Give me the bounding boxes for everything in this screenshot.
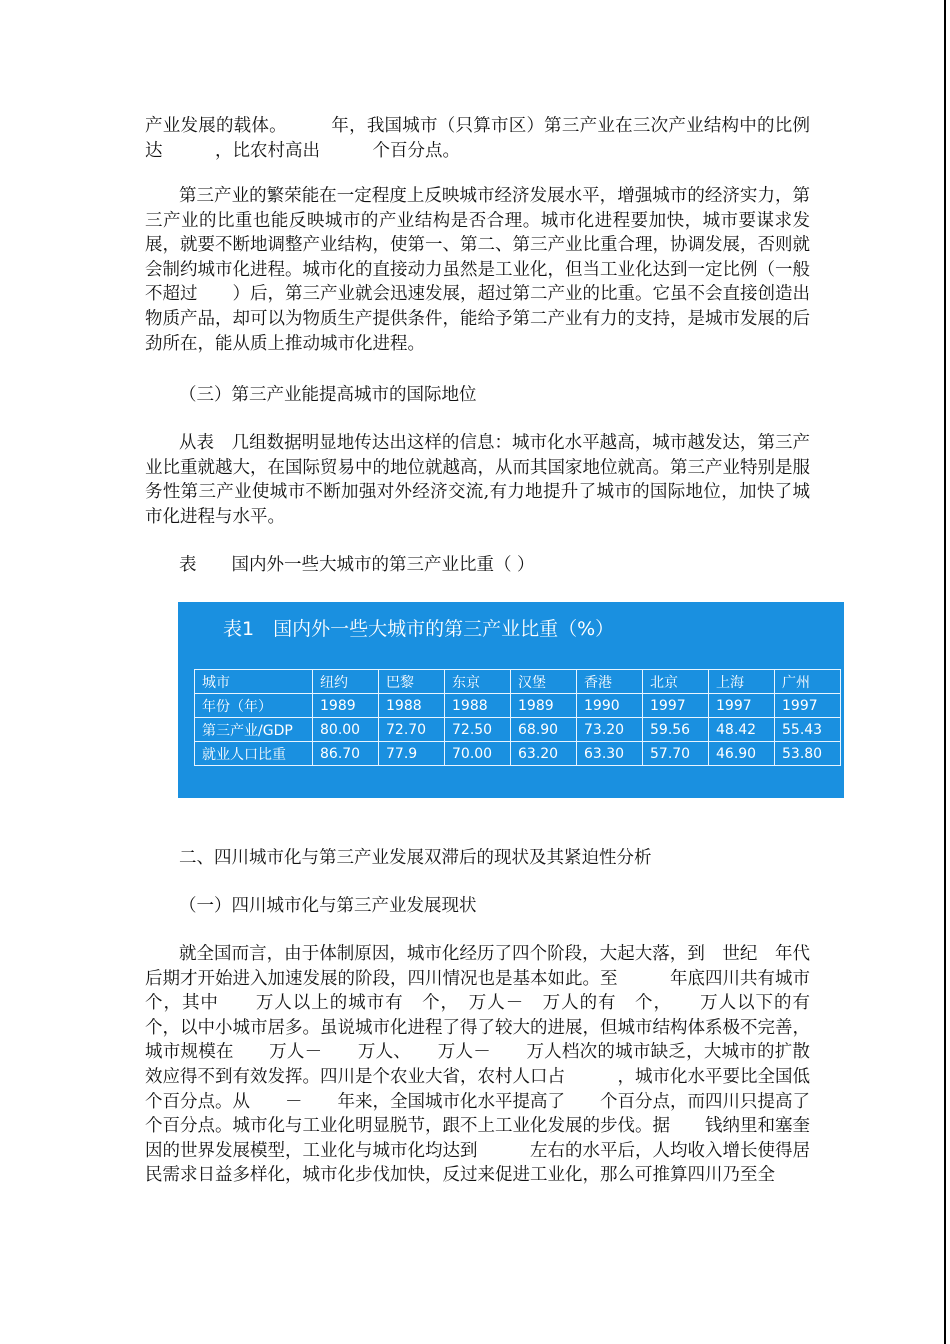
table-cell: 72.50 [445,718,511,742]
table-header-cell: 北京 [643,670,709,694]
table-cell: 73.20 [577,718,643,742]
table-cell: 年份（年） [195,694,313,718]
table-row [195,694,841,718]
table-cell: 72.70 [379,718,445,742]
table-cell: 70.00 [445,742,511,766]
table-image [178,602,844,798]
table-cell: 86.70 [313,742,379,766]
table-caption: 表 国内外一些大城市的第三产业比重（ ） [179,555,535,575]
table-cell: 1997 [643,694,709,718]
table-cell: 55.43 [775,718,841,742]
table-cell: 59.56 [643,718,709,742]
table-cell: 80.00 [313,718,379,742]
table-cell: 就业人口比重 [195,742,313,766]
table-cell: 57.70 [643,742,709,766]
section-heading-sichuan-analysis: 二、四川城市化与第三产业发展双滞后的现状及其紧迫性分析 [179,848,652,868]
table-cell: 46.90 [709,742,775,766]
table-cell: 1997 [775,694,841,718]
table-cell: 68.90 [511,718,577,742]
table-cell: 1989 [511,694,577,718]
table-cell: 第三产业/GDP [195,718,313,742]
table-header-cell: 巴黎 [379,670,445,694]
table-header-cell: 上海 [709,670,775,694]
table-cell: 63.30 [577,742,643,766]
table-header-cell: 纽约 [313,670,379,694]
table-row [195,718,841,742]
table-cell: 1990 [577,694,643,718]
section-heading-international-status: （三）第三产业能提高城市的国际地位 [179,385,477,405]
table-cell: 63.20 [511,742,577,766]
paragraph-tertiary-industry: 第三产业的繁荣能在一定程度上反映城市经济发展水平，增强城市的经济实力，第三产业的比重也能反映城市的产业结构是否合理。城市化进程要加快，城市要谋求发展，就要不断地调整产业结构，使第一、第二、第三产业比重合理，协调发展，否则就会制约城市化进程。城市化的直接动力虽然是工业化，但当工业化达到一定比例（一般不超过 ）后，第三产业就会迅速发展，超过第二产业的比重。它虽不会直接创造出物质产品，却可以为物质生产提供条件，能给予第二产业有力的支持，是城市发展的后劲所在，能从质上推动城市化进程。 [145,186,810,354]
table-cell: 1989 [313,694,379,718]
table-header-cell: 汉堡 [511,670,577,694]
table-cell: 1988 [445,694,511,718]
paragraph-sichuan-status: 就全国而言，由于体制原因，城市化经历了四个阶段，大起大落，到 世纪 年代后期才开始进入加速发展的阶段，四川情况也是基本如此。至 年底四川共有城市 个，其中 万人以上的城市有 个， 万人－ 万人的有 个， 万人以下的有 个，以中小城市居多。虽说城市化进程了得了较大的进展，但城市结构体系极不完善，城市规模在 万人－ 万人、 万人－ 万人档次的城市缺乏，大城市的扩散效应得不到有效发挥。四川是个农业大省，农村人口占 ，城市化水平要比全国低 个百分点。从 － 年来，全国城市化水平提高了 个百分点，而四川只提高了 个百分点。城市化与工业化明显脱节，跟不上工业化发展的步伐。据 钱纳里和塞奎因的世界发展模型，工业化与城市化均达到 左右的水平后，人均收入增长使得居民需求日益多样化，城市化步伐加快，反过来促进工业化，那么可推算四川乃至全 [145,944,863,1186]
table-cell: 48.42 [709,718,775,742]
table-image-title: 表1 国内外一些大城市的第三产业比重（%） [223,618,615,640]
table-cell: 53.80 [775,742,841,766]
subsection-heading-sichuan-status: （一）四川城市化与第三产业发展现状 [179,896,477,916]
table-cell: 1988 [379,694,445,718]
table-cell: 1997 [709,694,775,718]
table-header-cell: 城市 [195,670,313,694]
paragraph-table-reference: 从表 几组数据明显地传达出这样的信息：城市化水平越高，城市越发达，第三产业比重就越大，在国际贸易中的地位就越高，从而其国家地位就高。第三产业特别是服务性第三产业使城市不断加强对外经济交流,有力地提升了城市的国际地位，加快了城市化进程与水平。 [145,433,810,527]
table-header-row [195,670,841,694]
table-header-cell: 东京 [445,670,511,694]
table-row [195,742,841,766]
table-header-cell: 广州 [775,670,841,694]
page-edge-rule [944,0,946,1344]
table-cell: 77.9 [379,742,445,766]
city-tertiary-table [194,669,841,766]
paragraph-intro: 产业发展的载体。 年，我国城市（只算市区）第三产业在三次产业结构中的比例达 ，比农村高出 个百分点。 [145,116,810,161]
table-header-cell: 香港 [577,670,643,694]
